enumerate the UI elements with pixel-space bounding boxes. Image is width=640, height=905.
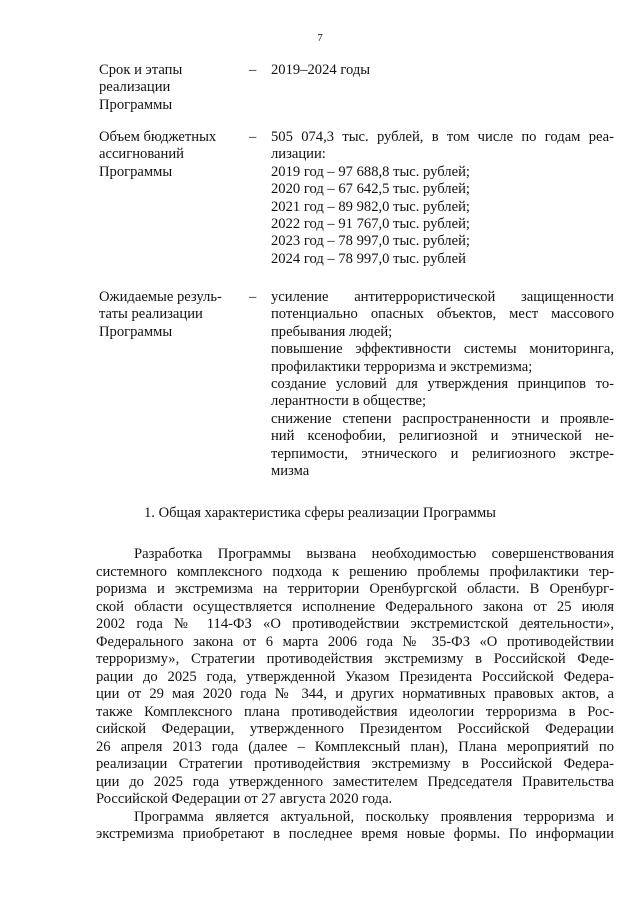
passport-row-label: [99, 62, 249, 114]
content-line: 505 074,3 тыс. рублей, в том числе по годам реа-: [271, 129, 614, 145]
passport-row-content: [271, 62, 614, 79]
content-line: 2023 год – 78 997,0 тыс. рублей;: [271, 233, 470, 250]
label-line: Ожидаемые резуль-: [99, 289, 222, 305]
paragraph-line: также Комплексного плана противодействия идеологии терроризма в Рос-: [96, 703, 614, 720]
content-line: 2019 год – 97 688,8 тыс. рублей;: [271, 163, 470, 180]
label-line: Срок и этапы: [99, 62, 183, 78]
content-line: снижение степени распространенности и проявле-: [271, 410, 614, 427]
label-line: ассигнований: [99, 146, 184, 163]
paragraph-line: ции до 2025 года утвержденного заместителем Председателя Правительства: [96, 773, 614, 790]
paragraph-line: роризма и экстремизма на территории Оренбургской области. В Оренбург-: [96, 581, 614, 597]
paragraph-line: ской области осуществляется исполнение Федерального закона от 25 июля: [96, 598, 614, 615]
passport-row-label: [99, 129, 249, 181]
label-line: таты реализации: [99, 306, 203, 323]
content-line: мизма: [271, 463, 310, 480]
label-line: Программы: [99, 96, 173, 113]
paragraph-line: рации до 2025 года, утвержденной Указом Президента Российской Федера-: [96, 668, 614, 685]
content-line: 2019–2024 годы: [271, 62, 371, 78]
page-number: 7: [317, 32, 323, 44]
content-line: пребывания людей;: [271, 323, 393, 340]
paragraph-line: терроризму», Стратегии противодействия экстремизму в Российской Феде-: [96, 651, 614, 667]
paragraph-line: системного комплексного подхода к решению проблемы профилактики тер-: [96, 563, 614, 580]
label-line: Программы: [99, 323, 173, 340]
paragraph-line: 2002 года № 114-ФЗ «О противодействии экстремистской деятельности»,: [96, 616, 614, 632]
content-line: профилактики терроризма и экстремизма;: [271, 358, 533, 375]
passport-row-dash: –: [249, 129, 257, 145]
paragraph-line: Российской Федерации от 27 августа 2020 года.: [96, 791, 393, 807]
passport-row-dash: –: [249, 62, 257, 78]
content-line: повышение эффективности системы мониторинга,: [271, 341, 614, 358]
paragraph: [96, 546, 614, 809]
content-line: 2021 год – 89 982,0 тыс. рублей;: [271, 198, 470, 215]
content-line: потенциально опасных объектов, мест массового: [271, 306, 614, 323]
content-line: 2024 год – 78 997,0 тыс. рублей: [271, 250, 466, 267]
label-line: Программы: [99, 163, 173, 180]
content-line: создание условий для утверждения принципов то-: [271, 376, 614, 393]
content-line: лерантности в обществе;: [271, 393, 427, 410]
section-body: [96, 546, 614, 844]
content-line: ний ксенофобии, религиозной и этнической не-: [271, 428, 614, 445]
paragraph-line: Программа является актуальной, поскольку проявления терроризма и: [134, 808, 614, 825]
paragraph-line: реализации Стратегии противодействия экстремизму в Российской Федера-: [96, 756, 614, 772]
label-line: реализации: [99, 79, 171, 96]
content-line: 2020 год – 67 642,5 тыс. рублей;: [271, 181, 470, 198]
paragraph-line: Федерального закона от 6 марта 2006 года № 35-ФЗ «О противодействии: [96, 633, 614, 650]
label-line: Объем бюджетных: [99, 129, 217, 145]
paragraph-line: экстремизма приобретают в последнее время новые формы. По информации: [96, 826, 614, 842]
paragraph: [96, 809, 614, 844]
passport-row-dash: –: [249, 289, 257, 305]
content-line: терпимости, этнического и религиозного экстре-: [271, 445, 614, 462]
paragraph-line: ции от 29 мая 2020 года № 344, и других нормативных правовых актов, а: [96, 686, 614, 702]
section-heading: 1. Общая характеристика сферы реализации Программы: [144, 505, 496, 521]
content-line: лизации:: [271, 146, 326, 163]
paragraph-line: 26 апреля 2013 года (далее – Комплексный план), Плана мероприятий по: [96, 738, 614, 755]
passport-row-content: [271, 129, 614, 268]
content-line: 2022 год – 91 767,0 тыс. рублей;: [271, 216, 470, 233]
content-line: усиление антитеррористической защищенности: [271, 289, 614, 305]
passport-row-label: [99, 289, 249, 341]
paragraph-line: Разработка Программы вызвана необходимостью совершенствования: [134, 546, 614, 562]
passport-row-content: [271, 289, 614, 480]
paragraph-line: сийской Федерации, утвержденного Президентом Российской Федерации: [96, 721, 614, 737]
